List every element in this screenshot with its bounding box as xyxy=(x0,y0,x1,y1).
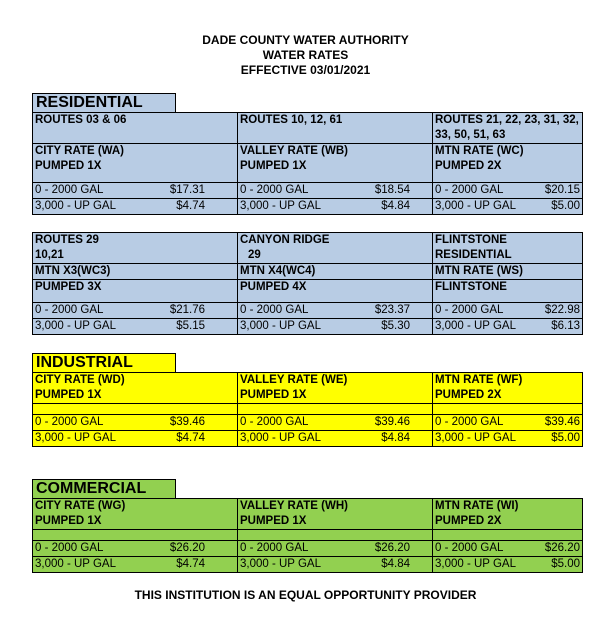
tier2-row xyxy=(33,319,583,335)
footer-equal-opportunity: THIS INSTITUTION IS AN EQUAL OPPORTUNITY PROVIDER xyxy=(134,588,477,602)
tier1-cell: 0 - 2000 GAL $21.76 xyxy=(33,303,238,319)
spacer-cell xyxy=(33,530,238,541)
tier1-cell: 0 - 2000 GAL $17.31 xyxy=(33,183,238,199)
tier1-cell: 0 - 2000 GAL $26.20 xyxy=(433,541,583,557)
tier2-cell: 3,000 - UP GAL $4.84 xyxy=(238,557,433,573)
tier2-row xyxy=(33,557,583,573)
tier1-row xyxy=(33,183,583,199)
route-cell: CANYON RIDGE 29 xyxy=(238,233,433,264)
rate-name-cell: VALLEY RATE (WE) PUMPED 1X xyxy=(238,373,433,404)
pumped-cell: PUMPED 4X xyxy=(238,280,433,303)
rate-name-cell: CITY RATE (WA) PUMPED 1X xyxy=(33,144,238,183)
tier1-row xyxy=(33,541,583,557)
route-cell: FLINTSTONE RESIDENTIAL xyxy=(433,233,583,264)
tier1-row xyxy=(33,415,583,431)
tier1-cell: 0 - 2000 GAL $22.98 xyxy=(433,303,583,319)
rate-name-row xyxy=(33,264,583,280)
tier1-cell: 0 - 2000 GAL $39.46 xyxy=(33,415,238,431)
rate-name-cell: CITY RATE (WG) PUMPED 1X xyxy=(33,499,238,530)
tier2-row xyxy=(33,431,583,447)
route-row xyxy=(33,113,583,144)
tier1-cell: 0 - 2000 GAL $20.15 xyxy=(433,183,583,199)
tier2-cell: 3,000 - UP GAL $4.74 xyxy=(33,199,238,215)
spacer-row xyxy=(33,404,583,415)
pumped-row xyxy=(33,280,583,303)
pumped-cell: PUMPED 3X xyxy=(33,280,238,303)
route-cell: ROUTES 21, 22, 23, 31, 32, 33, 50, 51, 63 xyxy=(433,113,583,144)
header-title: WATER RATES xyxy=(262,48,349,62)
tier2-cell: 3,000 - UP GAL $5.00 xyxy=(433,431,583,447)
route-row xyxy=(33,233,583,264)
route-cell: ROUTES 29 10,21 xyxy=(33,233,238,264)
rate-name-cell: MTN RATE (WF) PUMPED 2X xyxy=(433,373,583,404)
residential-table-1 xyxy=(32,112,583,215)
industrial-table xyxy=(32,372,583,447)
route-cell: ROUTES 03 & 06 xyxy=(33,113,238,144)
tier1-cell: 0 - 2000 GAL $39.46 xyxy=(433,415,583,431)
tier2-cell: 3,000 - UP GAL $4.74 xyxy=(33,431,238,447)
tier2-cell: 3,000 - UP GAL $5.30 xyxy=(238,319,433,335)
tier1-cell: 0 - 2000 GAL $39.46 xyxy=(238,415,433,431)
rate-name-cell: VALLEY RATE (WH) PUMPED 1X xyxy=(238,499,433,530)
tier2-cell: 3,000 - UP GAL $4.74 xyxy=(33,557,238,573)
spacer-cell xyxy=(433,404,583,415)
rate-name-row xyxy=(33,144,583,183)
rate-name-cell: CITY RATE (WD) PUMPED 1X xyxy=(33,373,238,404)
tier2-cell: 3,000 - UP GAL $4.84 xyxy=(238,431,433,447)
tier2-cell: 3,000 - UP GAL $6.13 xyxy=(433,319,583,335)
pumped-cell: FLINTSTONE xyxy=(433,280,583,303)
tier1-cell: 0 - 2000 GAL $23.37 xyxy=(238,303,433,319)
rate-name-cell: MTN RATE (WS) xyxy=(433,264,583,280)
route-cell: ROUTES 10, 12, 61 xyxy=(238,113,433,144)
spacer-cell xyxy=(433,530,583,541)
tier2-row xyxy=(33,199,583,215)
spacer-row xyxy=(33,530,583,541)
rate-name-row xyxy=(33,373,583,404)
residential-table-2 xyxy=(32,232,583,335)
tier1-cell: 0 - 2000 GAL $26.20 xyxy=(33,541,238,557)
rate-name-cell: MTN RATE (WI) PUMPED 2X xyxy=(433,499,583,530)
commercial-table xyxy=(32,498,583,573)
spacer-cell xyxy=(238,530,433,541)
rate-name-cell: VALLEY RATE (WB) PUMPED 1X xyxy=(238,144,433,183)
header-effective-date: EFFECTIVE 03/01/2021 xyxy=(240,63,371,77)
rate-name-cell: MTN X4(WC4) xyxy=(238,264,433,280)
tier2-cell: 3,000 - UP GAL $4.84 xyxy=(238,199,433,215)
rate-name-cell: MTN RATE (WC) PUMPED 2X xyxy=(433,144,583,183)
section-label-residential: RESIDENTIAL xyxy=(32,93,176,112)
rate-name-cell: MTN X3(WC3) xyxy=(33,264,238,280)
tier2-cell: 3,000 - UP GAL $5.00 xyxy=(433,199,583,215)
header-authority: DADE COUNTY WATER AUTHORITY xyxy=(202,33,409,47)
section-label-industrial: INDUSTRIAL xyxy=(32,353,176,372)
tier2-cell: 3,000 - UP GAL $5.15 xyxy=(33,319,238,335)
tier1-cell: 0 - 2000 GAL $26.20 xyxy=(238,541,433,557)
tier2-cell: 3,000 - UP GAL $5.00 xyxy=(433,557,583,573)
tier1-row xyxy=(33,303,583,319)
spacer-cell xyxy=(33,404,238,415)
rate-name-row xyxy=(33,499,583,530)
section-label-commercial: COMMERCIAL xyxy=(32,479,176,498)
tier1-cell: 0 - 2000 GAL $18.54 xyxy=(238,183,433,199)
spacer-cell xyxy=(238,404,433,415)
